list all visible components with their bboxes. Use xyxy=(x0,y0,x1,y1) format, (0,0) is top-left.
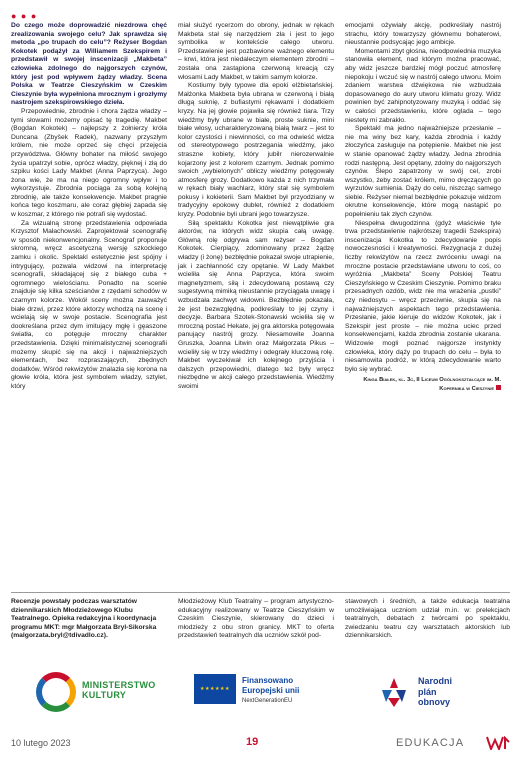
column-2 xyxy=(178,22,334,392)
npo-mark-icon xyxy=(376,676,412,708)
paragraph: Niespełna dwugodzinna (gdyż właściwie tyle trwa przedstawienie najkrótszej tragedii Szekspira) inscenizacja Kokotka to zdecydowanie popis nowoczesności i kreatywności. Rezygnacja z dużej liczby rekwizytów na rzecz zwróceniu uwagi na mroczne postacie przedstawiane utworu to coś, co wyróżnia „Makbeta” Sceny Polskiej Teatru Cieszyńskiego w Czeskim Cieszynie. Pomimo braku przesadnych ozdób, widz nie ma wrażenia „pustki” czy niedosytu – wręcz przeciwnie, skupia się na najważniejszych aspektach tego przedstawienia. Przesłanie, jakie kieruje do widzów Kokotek, jak i Szekspir jest proste – nie można uciec przed konsekwencjami, każda zbrodnia zostanie ukarana. Widzowie mogli poznać najgorsze instynkty człowieka, który dąży po trupach do celu – była to niesamowita podróż, w którą zdecydowanie warto było się wybrać. xyxy=(345,219,501,373)
issue-date: 10 lutego 2023 xyxy=(11,738,71,748)
article-lead: Do czego może doprowadzić niezdrowa chęć zrealizowania swojego celu? Jak sprawdza się metoda „po trupach do celu”? Reżyser Bogdan Kokotek podążył za Williamem Szekspirem i przedstawił w swojej inscenizacji „Makbeta” człowieka zdolnego do najgorszych czynów, który jest pod wpływem żądzy władzy. Scena Polska w Teatrze Cieszyńskim w Czeskim Cieszynie była wypełniona mrocznym i grozłymy nastrojem szekspirowskiego dzieła. xyxy=(11,22,167,107)
end-mark-icon xyxy=(496,385,501,390)
narodni-plan-obnovy-logo xyxy=(376,670,506,720)
paragraph: emocjami ożywiały akcję, podkreślały nastrój strachu, który towarzyszy głównemu bohaterowi, nieustannie podsycając jego ambicje. xyxy=(345,22,501,47)
section-name: EDUKACJA xyxy=(396,737,465,749)
paragraph: Spektakl ma jedno najważniejsze przesłanie – nie ma winy bez kary, każda zbrodnia i każdy złoczyńca zasługuje na potępienie. Makbet nie jest w stanie opanować żądzy władzy. Jedna zbrodnia rodzi następną. Jest opętany, zdolny do najgorszych czynów. Ślepo zapatrzony w swój cel, zrobi wszystko, żeby zostać królem, mimo dręczących go wyrzutów sumienia. Dąży do celu, niszcząc samego siebie. Reżyser niemal bezbłędnie pokazuje widzom okrutne konsekwencje, które mogą nastąpić po popełnieniu tak złych czynów. xyxy=(345,125,501,219)
paragraph: Siłą spektaklu Kokotka jest niewątpliwie gra aktorów, na których widz skupia całą uwagę. Główną rolę odgrywa sam reżyser – Bogdan Kokotek. Cierpiący, zdominowany przez żądzę władzy (i żonę) bezbłędnie pokazał swoje utrapienie, jak i zachłanność czy opętanie. W Lady Makbet wcieliła się Anna Paprzyca, która swoim magnetyzmem, siłą i zdecydowaną postawą czy sugestywną mimiką nieustannie przyciągała uwagę i wzbudzała zachwyt widowni. Bezbłędnie pokazała, że jest bezwzględna, podkreślały to jej czyny i decyzje. Barbara Szotek-Stonawski wcieliła się w mroczną postać Hekate, jej gra aktorska potęgowała panujący nastrój grozy. Niesamowite Joanna Gruszka, Joanna Litwin oraz Małgorzata Pikus – wcieliły się w trzy wiedźmy i odegrały kluczową rolę. Makbet wyczekiwał ich kolejnego przyjścia i dalszych przepowiedni, dlatego też były wręcz niezbędne w akcji całego przedstawienia. Wiedźmy swoimi xyxy=(178,219,334,390)
logo-text: Narodni plán obnovy xyxy=(418,676,453,707)
logo-text: MINISTERSTWO KULTURY xyxy=(82,680,156,700)
paragraph: Za wizualną stronę przedstawienia odpowiada Krzysztof Małachowski. Zaprojektował scenografię w sposób niekonwencjonalny. Scenograf proponuje skromną, wręcz ascetyczną wersję szkockiego zamku i okolic. Spektakl estetycznie jest spójny i intrygujący, pozwala widzowi na interpretację scenografii, składającej się z białego cuba + ogromnego wielościanu. Ponadto na scenie znajduje się kilka sześcianów z rzędami schodów w czarnym kolorze. Wokół sceny można zauważyć białe drzwi, przez które aktorzy wchodzą na scenę i wcielają się w swoje postacie. Scenografia jest dookreślana przez dym imitujący mgłę i gęaszone światła, co potęguje mroczny charakter przedstawienia. Dzięki minimalistycznej scenografii możemy skupić się na akcji i najważniejszych elementach, bez rozpraszających, zbędnych dodatków. Wśród rekwizytów znalazła się korona na głowie króla, która jest symbolem władzy, sztylet, który xyxy=(11,219,167,390)
page-footer xyxy=(0,736,521,760)
paragraph: Przepowiednie, zbrodnie i chora żądza władzy – tymi słowami możemy opisać tę tragedię. Makbet (Bogdan Kokotek) – najlepszy z żołnierzy króla Duncana (Zbyšek Radek), nazwany przyszłym królem, nie może oprzeć się chęci przejęcia przywództwa. Główny bohater na miłość swojego życia upatrzył sobie, oprócz władzy, pięknej i złą do szpiku kości Lady Makbet (Anna Paprzyca). Jego żona wie, że ma na niego ogromny wpływ i to wykorzystuje. Zbrodnia pociąga za sobą kolejną zbrodnię, ale także konsekwencje. Makbet pragnie końca tego koszmaru, ale coraz głębiej zapada się w koszmar, z którego nie potrafi się wydostać. xyxy=(11,107,167,219)
decorative-dots: ● ● ● xyxy=(11,11,38,21)
column-1 xyxy=(11,22,167,392)
publication-logo-icon xyxy=(486,736,510,750)
page-number: 19 xyxy=(246,736,259,748)
column-3 xyxy=(345,22,501,394)
author-signature: Kinga Białek, kl. 3c, II Liceum Ogólnokształcące im. M. Kopernika w Cieszynie xyxy=(363,377,501,392)
stars-icon: ★★★★★★ xyxy=(200,686,230,692)
paragraph: miał służyć rycerzom do obrony, jednak w rękach Makbeta stał się narzędziem zła i jest to jego symbolika w kontekście całego utworu. Przedstawienie jest pozbawione ważnego elementu – krwi, która jest niedaleczym elementem zbrodni – została ona zastąpiona czerwoną kreacją czy włosami Lady Makbet, w takim samym kolorze. xyxy=(178,22,334,81)
paragraph: Kostiumy były typowe dla epoki elżbietańskiej. Małżonka Makbeta była ubrana w czerwoną i białą długą suknię, z bufiastymi rękawami i dodatkiem kryzy. Na jej głowie pojawiła się również tiara. Trzy wiedźmy były ubrane w białe, proste suknie, mini białe włosy, ucharakteryzowaną białą twarz – jest to kolor czystości i niewinności, co ma odwieść widza od stereotypowego postrzegania wiedźmy, jako straszne kobiety, który jubilr nierozerwalnie kojarzony jest z kolorem czarnym. Jednak pomimo swoich „wybielonych” obliczy wiedźmy potęgowały atmosferę grozy. Dodatkowo każda z nich trzymała w rękach biały wachlarz, który stał się symbolem pokusy i kokieterii. Sam Makbet był przyodziany w tradycyjny epokowy dublet, również z dodatkiem kryzy. Podobnie byli ubrani jego towarzysze. xyxy=(178,82,334,219)
ministerstvo-kultury-logo xyxy=(36,670,161,714)
section-divider xyxy=(11,592,510,593)
info-box-program: Młodzieżowy Klub Teatralny – program artystyczno-edukacyjny realizowany w Teatrze Cieszyńskim w Czeskim Cieszynie, skierowany do dzieci i młodzieży z obu stron granicy. MKT to oferta przedstawień teatralnych dla uczniów szkół pod- xyxy=(178,598,334,639)
ring-icon xyxy=(36,672,76,712)
paragraph: Momentami zbyt głośna, nieodpowiednia muzyka stanowiła element, nad którym można pracować, aby widz jeszcze bardziej mógł poczuć atmosferę niepokoju i wczuć się w nastrój całego utworu. Moim zdaniem warstwa dźwiękowa nie wzbudzała dopasowanego do aury utworu klimatu grozy. Widz powinien być zahipnotyzowany muzyką i oddać się w całości przedstawieniu, które oglada – tego niestety mi zabrakło. xyxy=(345,47,501,124)
info-box-program-cont: stawowych i średnich, a także edukacja teatralna umożliwiająca uczniom udział m.in. w: prelekcjach teatralnych, debatach z twórcami po spektaklu, zwiedzaniu teatru czy warsztatach aktorskich lub dziennikarskich. xyxy=(345,598,510,639)
info-box-credits: Recenzje powstały podczas warsztatów dziennikarskich Młodzieżowego Klubu Teatralnego. Opieka redakcyjna i koordynacja programu MKT: mgr Małgorzata Bryl-Sikorska (malgorzata.bryl@tdivadlo.cz). xyxy=(11,598,157,639)
sponsor-logos xyxy=(0,668,521,724)
eu-funding-logo xyxy=(194,670,334,714)
logo-text: Finansowano Europejski unii NextGenerationEU xyxy=(242,676,300,704)
